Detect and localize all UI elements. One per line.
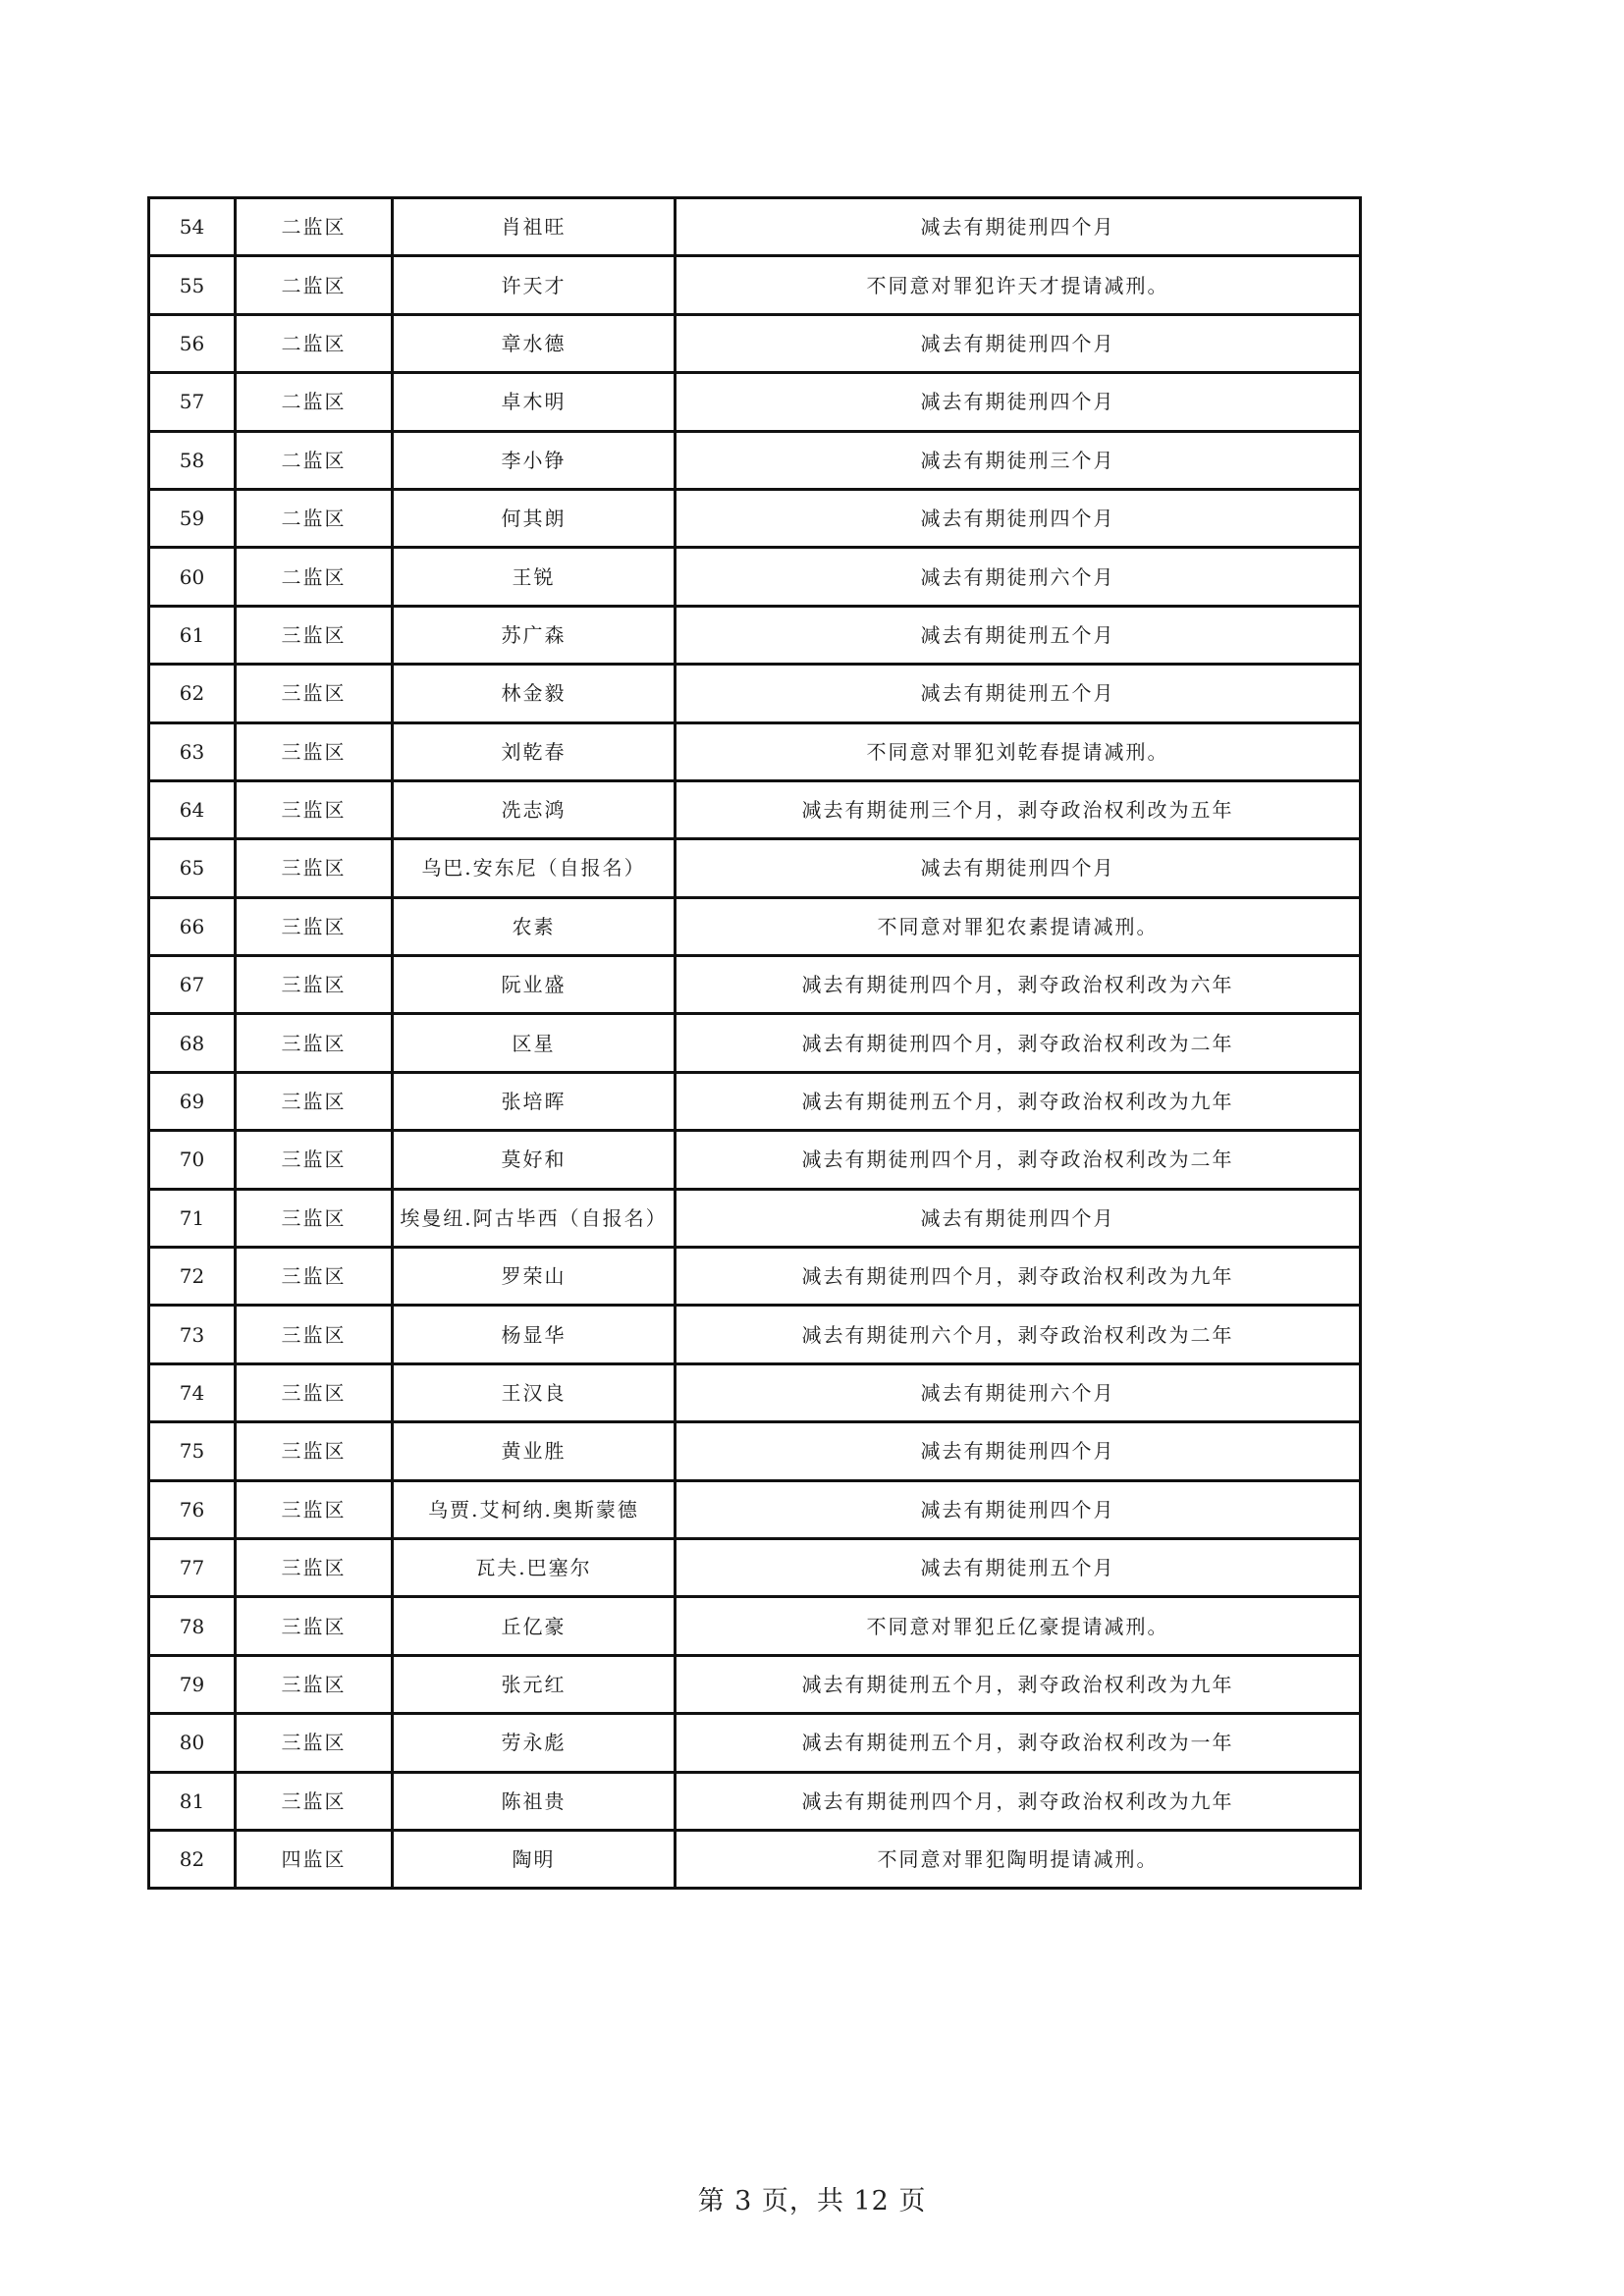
prison-ward-cell: 三监区 — [236, 1538, 393, 1596]
inmate-name-cell: 卓木明 — [393, 373, 676, 431]
prison-ward-cell: 三监区 — [236, 1597, 393, 1655]
table-row — [149, 256, 1361, 314]
inmate-name-cell: 阮业盛 — [393, 956, 676, 1014]
ruling-cell: 减去有期徒刑六个月，剥夺政治权利改为二年 — [676, 1306, 1361, 1363]
inmate-name-cell: 林金毅 — [393, 665, 676, 722]
table-row — [149, 314, 1361, 372]
ruling-cell: 不同意对罪犯刘乾春提请减刑。 — [676, 722, 1361, 780]
prison-ward-cell: 二监区 — [236, 198, 393, 256]
ruling-cell: 减去有期徒刑五个月 — [676, 606, 1361, 664]
serial-number-cell: 70 — [149, 1131, 236, 1189]
prison-ward-cell: 四监区 — [236, 1830, 393, 1888]
serial-number-cell: 64 — [149, 780, 236, 838]
inmate-name-cell: 杨显华 — [393, 1306, 676, 1363]
table-row — [149, 1538, 1361, 1596]
page-footer: 第 3 页，共 12 页 — [697, 2186, 927, 2216]
serial-number-cell: 54 — [149, 198, 236, 256]
inmate-name-cell: 许天才 — [393, 256, 676, 314]
prison-ward-cell: 二监区 — [236, 431, 393, 489]
table-row — [149, 1772, 1361, 1830]
serial-number-cell: 58 — [149, 431, 236, 489]
inmate-name-cell: 刘乾春 — [393, 722, 676, 780]
serial-number-cell: 57 — [149, 373, 236, 431]
serial-number-cell: 63 — [149, 722, 236, 780]
serial-number-cell: 68 — [149, 1014, 236, 1072]
inmate-name-cell: 劳永彪 — [393, 1714, 676, 1772]
ruling-cell: 减去有期徒刑六个月 — [676, 1363, 1361, 1421]
ruling-cell: 减去有期徒刑五个月，剥夺政治权利改为九年 — [676, 1072, 1361, 1130]
table-row — [149, 897, 1361, 955]
table-row — [149, 1597, 1361, 1655]
serial-number-cell: 59 — [149, 489, 236, 547]
inmate-name-cell: 罗荣山 — [393, 1248, 676, 1306]
inmate-name-cell: 张培晖 — [393, 1072, 676, 1130]
prison-ward-cell: 三监区 — [236, 1422, 393, 1480]
table-body — [149, 198, 1361, 1889]
serial-number-cell: 71 — [149, 1189, 236, 1247]
prison-ward-cell: 三监区 — [236, 665, 393, 722]
ruling-cell: 减去有期徒刑五个月，剥夺政治权利改为一年 — [676, 1714, 1361, 1772]
ruling-cell: 不同意对罪犯许天才提请减刑。 — [676, 256, 1361, 314]
ruling-cell: 减去有期徒刑四个月，剥夺政治权利改为九年 — [676, 1248, 1361, 1306]
inmate-name-cell: 章水德 — [393, 314, 676, 372]
prison-ward-cell: 三监区 — [236, 1306, 393, 1363]
ruling-cell: 减去有期徒刑三个月，剥夺政治权利改为五年 — [676, 780, 1361, 838]
table-row — [149, 489, 1361, 547]
prison-ward-cell: 二监区 — [236, 489, 393, 547]
table-row — [149, 1014, 1361, 1072]
table-row — [149, 1131, 1361, 1189]
prison-ward-cell: 三监区 — [236, 956, 393, 1014]
serial-number-cell: 69 — [149, 1072, 236, 1130]
prison-ward-cell: 三监区 — [236, 1655, 393, 1713]
prison-ward-cell: 三监区 — [236, 897, 393, 955]
inmate-name-cell: 黄业胜 — [393, 1422, 676, 1480]
prison-ward-cell: 三监区 — [236, 722, 393, 780]
ruling-cell: 减去有期徒刑四个月 — [676, 839, 1361, 897]
prison-ward-cell: 三监区 — [236, 1072, 393, 1130]
table-row — [149, 1655, 1361, 1713]
ruling-cell: 减去有期徒刑四个月，剥夺政治权利改为二年 — [676, 1014, 1361, 1072]
table-row — [149, 665, 1361, 722]
ruling-cell: 减去有期徒刑四个月 — [676, 198, 1361, 256]
serial-number-cell: 66 — [149, 897, 236, 955]
ruling-cell: 减去有期徒刑四个月，剥夺政治权利改为六年 — [676, 956, 1361, 1014]
serial-number-cell: 79 — [149, 1655, 236, 1713]
table-row — [149, 1072, 1361, 1130]
serial-number-cell: 72 — [149, 1248, 236, 1306]
ruling-cell: 减去有期徒刑五个月 — [676, 1538, 1361, 1596]
ruling-cell: 减去有期徒刑五个月，剥夺政治权利改为九年 — [676, 1655, 1361, 1713]
inmate-name-cell: 莫好和 — [393, 1131, 676, 1189]
table-row — [149, 839, 1361, 897]
serial-number-cell: 55 — [149, 256, 236, 314]
ruling-cell: 减去有期徒刑四个月 — [676, 489, 1361, 547]
inmate-name-cell: 苏广森 — [393, 606, 676, 664]
ruling-cell: 减去有期徒刑四个月 — [676, 373, 1361, 431]
ruling-cell: 不同意对罪犯丘亿豪提请减刑。 — [676, 1597, 1361, 1655]
prison-ward-cell: 三监区 — [236, 1014, 393, 1072]
inmate-name-cell: 张元红 — [393, 1655, 676, 1713]
table-row — [149, 1480, 1361, 1538]
prison-ward-cell: 三监区 — [236, 1248, 393, 1306]
inmate-name-cell: 乌巴.安东尼（自报名） — [393, 839, 676, 897]
inmate-name-cell: 王汉良 — [393, 1363, 676, 1421]
ruling-cell: 不同意对罪犯陶明提请减刑。 — [676, 1830, 1361, 1888]
prison-ward-cell: 二监区 — [236, 256, 393, 314]
inmate-name-cell: 王锐 — [393, 548, 676, 606]
inmate-name-cell: 李小铮 — [393, 431, 676, 489]
ruling-cell: 减去有期徒刑六个月 — [676, 548, 1361, 606]
serial-number-cell: 73 — [149, 1306, 236, 1363]
inmate-name-cell: 陈祖贵 — [393, 1772, 676, 1830]
prison-ward-cell: 二监区 — [236, 373, 393, 431]
serial-number-cell: 56 — [149, 314, 236, 372]
table-row — [149, 1714, 1361, 1772]
sentence-reduction-table — [147, 196, 1362, 1890]
serial-number-cell: 74 — [149, 1363, 236, 1421]
prison-ward-cell: 三监区 — [236, 606, 393, 664]
serial-number-cell: 62 — [149, 665, 236, 722]
serial-number-cell: 61 — [149, 606, 236, 664]
ruling-cell: 减去有期徒刑四个月，剥夺政治权利改为二年 — [676, 1131, 1361, 1189]
inmate-name-cell: 何其朗 — [393, 489, 676, 547]
table-row — [149, 1363, 1361, 1421]
ruling-cell: 不同意对罪犯农素提请减刑。 — [676, 897, 1361, 955]
table-row — [149, 198, 1361, 256]
ruling-cell: 减去有期徒刑四个月 — [676, 1189, 1361, 1247]
serial-number-cell: 81 — [149, 1772, 236, 1830]
prison-ward-cell: 二监区 — [236, 314, 393, 372]
prison-ward-cell: 三监区 — [236, 780, 393, 838]
table-row — [149, 1422, 1361, 1480]
inmate-name-cell: 瓦夫.巴塞尔 — [393, 1538, 676, 1596]
ruling-cell: 减去有期徒刑四个月，剥夺政治权利改为九年 — [676, 1772, 1361, 1830]
inmate-name-cell: 农素 — [393, 897, 676, 955]
table-row — [149, 1306, 1361, 1363]
prison-ward-cell: 三监区 — [236, 1714, 393, 1772]
inmate-name-cell: 埃曼纽.阿古毕西（自报名） — [393, 1189, 676, 1247]
prison-ward-cell: 三监区 — [236, 1189, 393, 1247]
ruling-cell: 减去有期徒刑四个月 — [676, 1422, 1361, 1480]
table-row — [149, 780, 1361, 838]
table-row — [149, 1830, 1361, 1888]
serial-number-cell: 80 — [149, 1714, 236, 1772]
inmate-name-cell: 区星 — [393, 1014, 676, 1072]
table-row — [149, 1189, 1361, 1247]
serial-number-cell: 67 — [149, 956, 236, 1014]
table-row — [149, 956, 1361, 1014]
ruling-cell: 减去有期徒刑三个月 — [676, 431, 1361, 489]
serial-number-cell: 78 — [149, 1597, 236, 1655]
table-row — [149, 548, 1361, 606]
inmate-name-cell: 丘亿豪 — [393, 1597, 676, 1655]
table-row — [149, 606, 1361, 664]
inmate-name-cell: 乌贾.艾柯纳.奥斯蒙德 — [393, 1480, 676, 1538]
serial-number-cell: 76 — [149, 1480, 236, 1538]
inmate-name-cell: 肖祖旺 — [393, 198, 676, 256]
prison-ward-cell: 三监区 — [236, 1772, 393, 1830]
prison-ward-cell: 三监区 — [236, 1131, 393, 1189]
table-row — [149, 1248, 1361, 1306]
ruling-cell: 减去有期徒刑四个月 — [676, 314, 1361, 372]
serial-number-cell: 77 — [149, 1538, 236, 1596]
prison-ward-cell: 三监区 — [236, 839, 393, 897]
serial-number-cell: 82 — [149, 1830, 236, 1888]
prison-ward-cell: 三监区 — [236, 1480, 393, 1538]
prison-ward-cell: 二监区 — [236, 548, 393, 606]
inmate-name-cell: 冼志鸿 — [393, 780, 676, 838]
ruling-cell: 减去有期徒刑四个月 — [676, 1480, 1361, 1538]
serial-number-cell: 65 — [149, 839, 236, 897]
prison-ward-cell: 三监区 — [236, 1363, 393, 1421]
table-row — [149, 722, 1361, 780]
inmate-name-cell: 陶明 — [393, 1830, 676, 1888]
serial-number-cell: 75 — [149, 1422, 236, 1480]
table-row — [149, 373, 1361, 431]
serial-number-cell: 60 — [149, 548, 236, 606]
table-row — [149, 431, 1361, 489]
ruling-cell: 减去有期徒刑五个月 — [676, 665, 1361, 722]
